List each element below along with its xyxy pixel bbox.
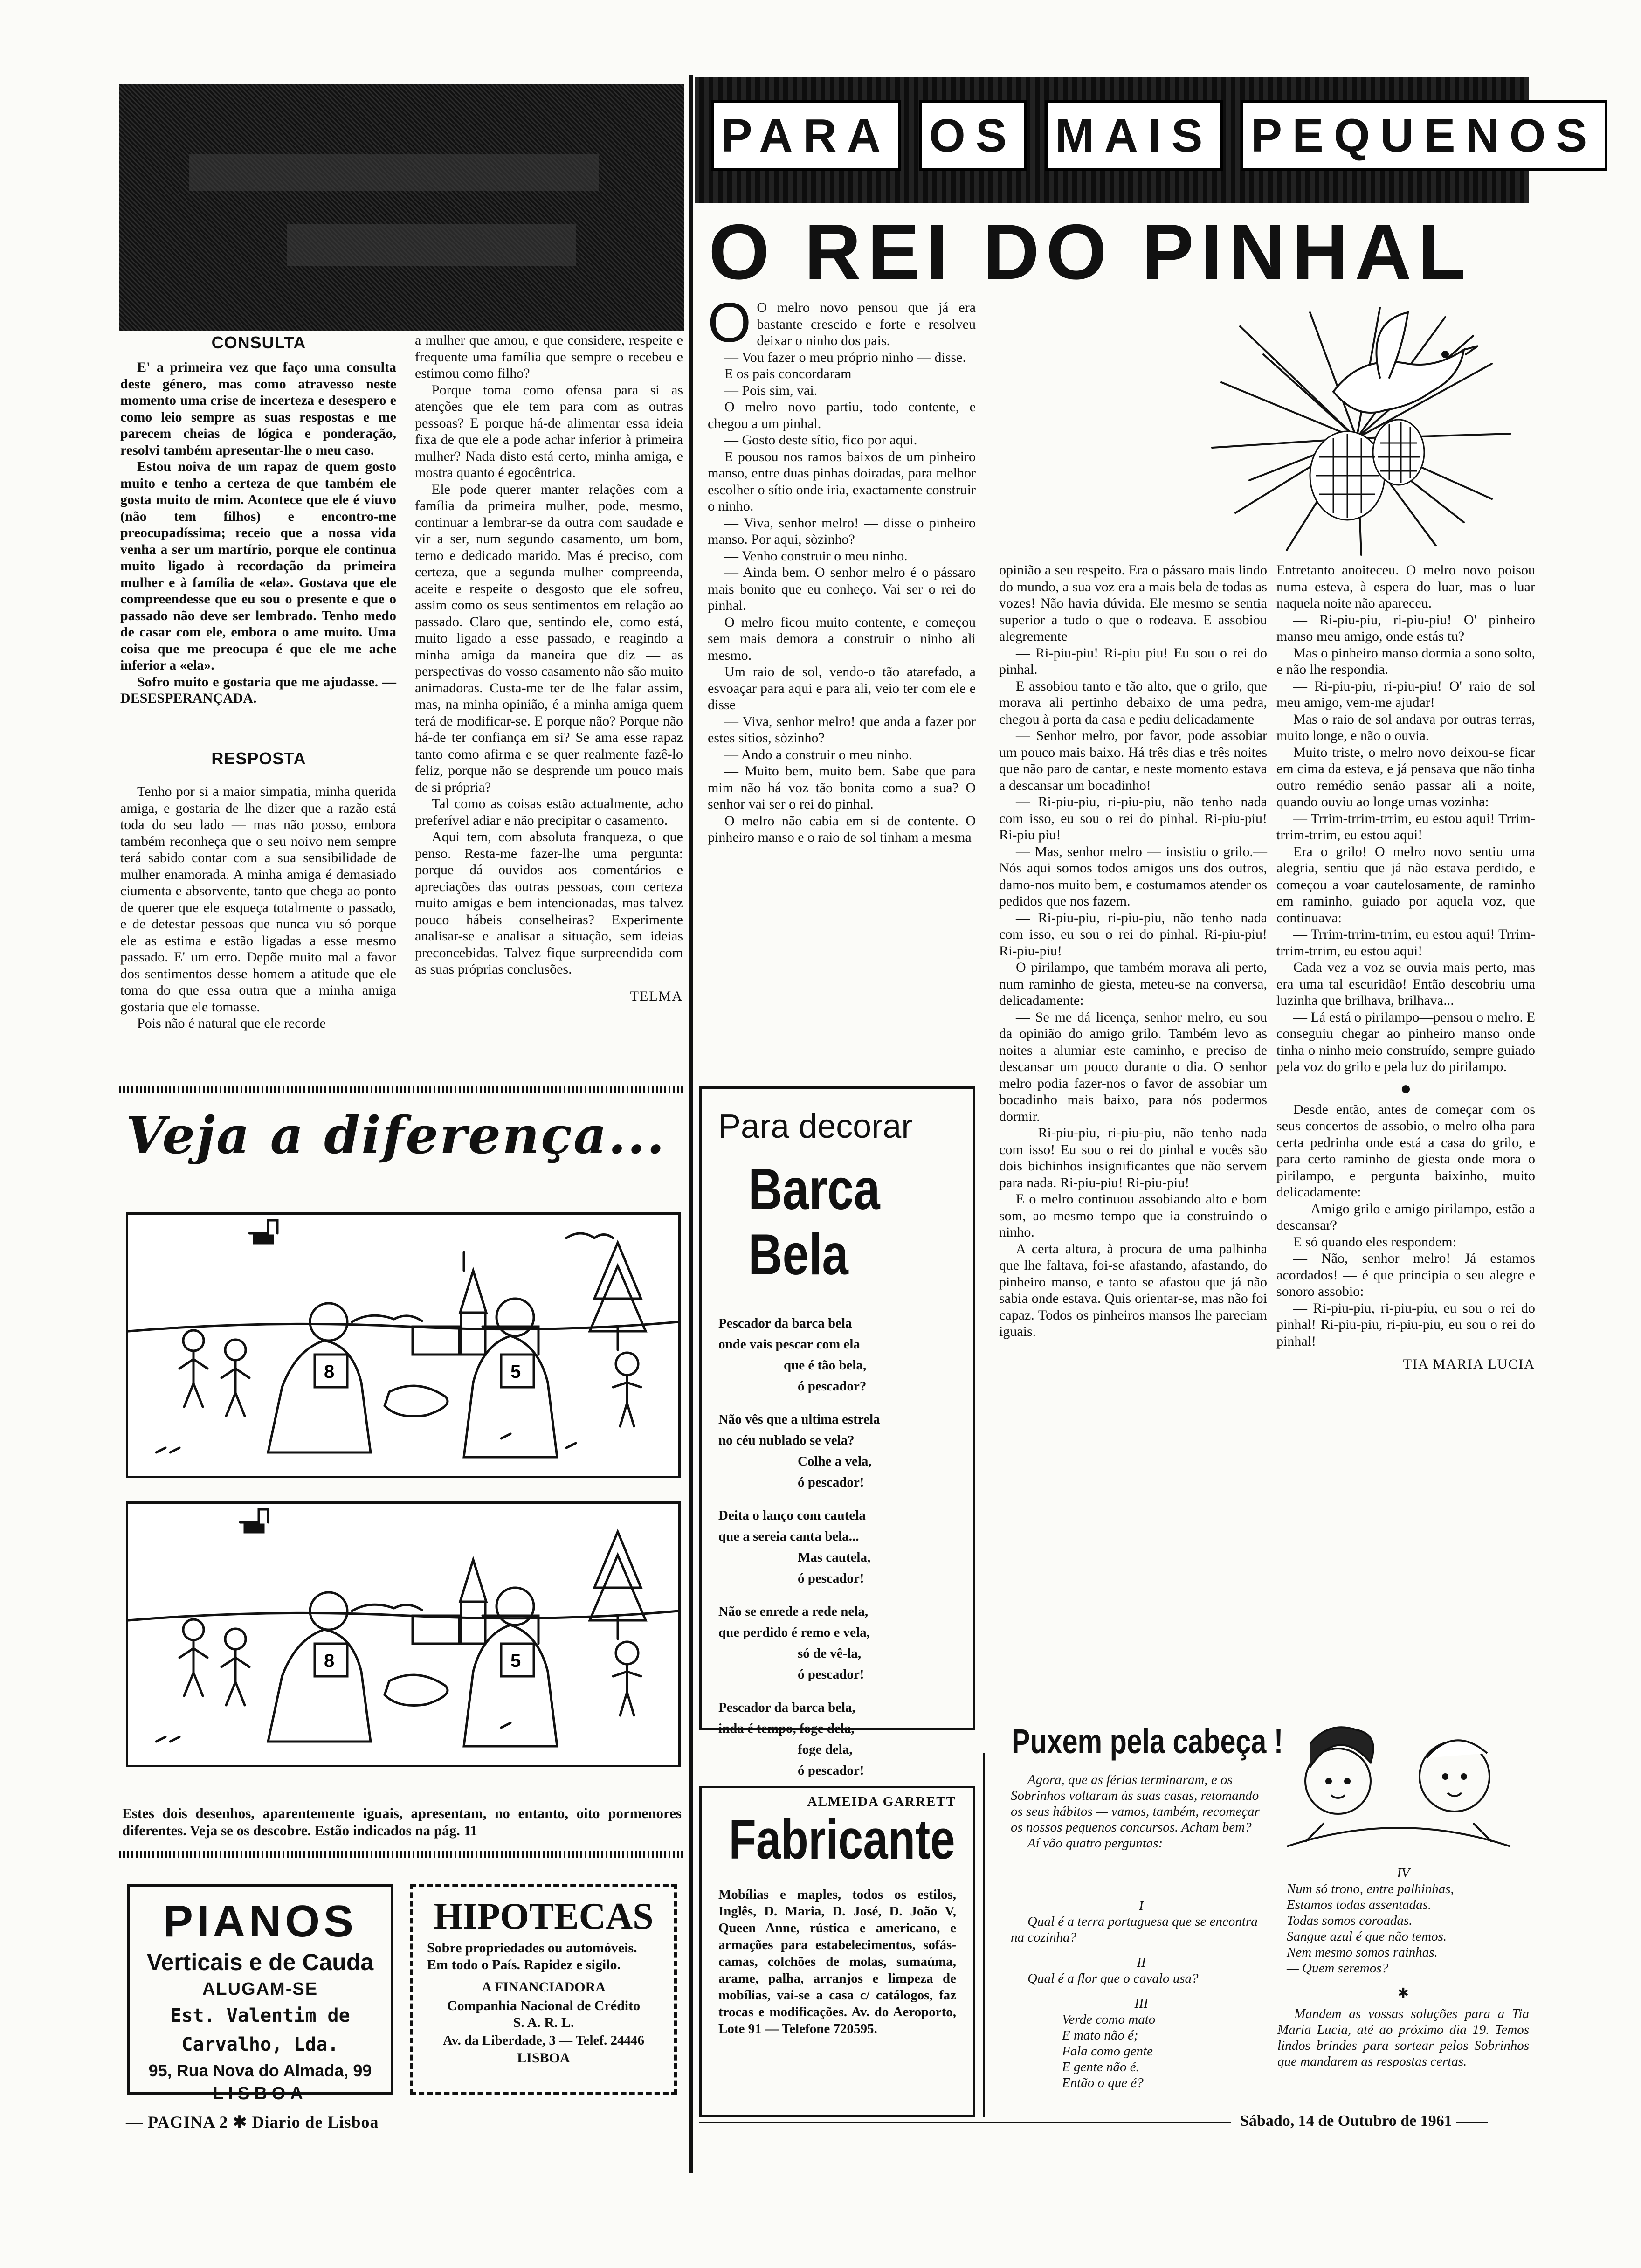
story-title: O REI DO PINHAL [709, 208, 1473, 296]
story-paragraph: Mas o raio de sol andava por outras terras, muito longe, e não o ouvia. [1276, 711, 1535, 743]
column-rule [689, 75, 693, 2173]
pianos-line: ALUGAM-SE [202, 1979, 318, 1999]
question-number: I [1139, 1898, 1144, 1913]
story-column-3 [1276, 562, 1535, 1373]
veja-caption: Estes dois desenhos, aparentemente iguais, apresentam, no entanto, oito pormenores diferentes. Veja se os descobre. Estão indicados na pág. 11 [122, 1805, 682, 1839]
hipotecas-city: LISBOA [517, 2050, 570, 2066]
story-paragraph: — Viva, senhor melro! que anda a fazer por estes sítios, sòzinho? [708, 713, 976, 746]
poem-line: ó pescador! [798, 1571, 864, 1586]
hipotecas-title: HIPOTECAS [434, 1896, 654, 1937]
section-divider [119, 1851, 683, 1858]
question-line: Todas somos coroadas. [1287, 1913, 1413, 1928]
consulta-paragraph: Estou noiva de um rapaz de quem gosto muito e tenho a certeza de que também ele gosta muito de mim. Acontece que ele é viuvo (não tem filhos) e encontro-me preocupadíssima; receio que a nossa vida venha a ser um martírio, porque ele continua muito ligado à recordação da primeira mulher e à família de «ela». Gostava que ele compreendesse que eu sou o presente e que o passado não deve ser lembrado. Tenho medo de casar com ele, embora o ame muito. Uma coisa que me preocupa é que ele me ache inferior a «ela». [120, 459, 396, 673]
poem-line: que a sereia canta bela... [718, 1529, 859, 1544]
poem-title: Barca Bela [748, 1157, 880, 1287]
question-line: E gente não é. [1062, 2060, 1139, 2074]
story-paragraph: Mas o pinheiro manso dormia a sono solto, e não lhe respondia. [1276, 645, 1535, 677]
fabricante-title: Fabricante [729, 1808, 955, 1871]
question-number: III [1134, 1996, 1148, 2011]
poem-stanza [718, 1604, 956, 1683]
question-list-left [1011, 1888, 1272, 2091]
story-signature: TIA MARIA LUCIA [1403, 1356, 1535, 1372]
story-paragraph: — Lá está o pirilampo—pensou o melro. E conseguiu chegar ao pinheiro manso onde tinha o ninho meio construído, sempre guiado pela voz do grilo e pela luz do pirilampo. [1276, 1009, 1535, 1074]
question-list-right [1277, 1865, 1529, 2069]
consulta-signature: TELMA [630, 988, 683, 1004]
poem-line: ó pescador! [798, 1667, 864, 1682]
pianos-line: 95, Rua Nova do Almada, 99 [148, 2061, 372, 2080]
story-paragraph: Um raio de sol, vendo-o tão atarefado, a esvoaçar para aqui e para ali, veio ter com ele e disse [708, 664, 976, 712]
story-paragraph: — Ri-piu-piu! Ri-piu piu! Eu sou o rei do pinhal. [999, 645, 1267, 677]
resposta-title: RESPOSTA [211, 749, 306, 768]
story-paragraph: — Amigo grilo e amigo pirilampo, estão a descansar? [1276, 1201, 1535, 1233]
hipotecas-address: Av. da Liberdade, 3 — Telef. 24446 [442, 2033, 645, 2048]
story-paragraph: — Ri-piu-piu, ri-piu-piu, não tenho nada com isso! Eu sou o rei do pinhal e vocês são dois bichinhos insignificantes que não servem para nada. Ri-piu-piu! Ri-piu-piu! [999, 1125, 1267, 1190]
poem-stanza [718, 1315, 956, 1395]
svg-text:8: 8 [324, 1362, 335, 1382]
poem-stanza [718, 1507, 956, 1587]
question-text: Qual é a flor que o cavalo usa? [1027, 1971, 1199, 1986]
poem-line: foge dela, [798, 1742, 853, 1757]
story-paragraph: — Ainda bem. O senhor melro é o pássaro mais bonito que eu conheço. Vai ser o rei do pinhal. [708, 565, 976, 613]
svg-text:5: 5 [510, 1362, 521, 1382]
hipotecas-company: S. A. R. L. [513, 2015, 574, 2030]
poem-line: que é tão bela, [784, 1358, 867, 1373]
story-paragraph: — Trrim-trrim-trrim, eu estou aqui! Trrim-trrim-trrim, eu estou aqui! [1276, 810, 1535, 843]
story-paragraph: O melro novo partiu, todo contente, e chegou a um pinhal. [708, 399, 976, 431]
story-paragraph: — Ando a construir o meu ninho. [724, 747, 912, 762]
poem-line: só de vê-la, [798, 1646, 862, 1661]
story-paragraph: — Ri-piu-piu, ri-piu-piu, eu sou o rei do pinhal! Ri-piu-piu, ri-piu-piu, eu sou o rei do pinhal! [1276, 1300, 1535, 1349]
story-paragraph: — Pois sim, vai. [724, 382, 818, 398]
resposta-column-1 [120, 783, 396, 1032]
poem-body [702, 1315, 973, 1810]
consulta-paragraph: Sofro muito e gostaria que me ajudasse. — DESESPERANÇADA. [120, 674, 396, 706]
question-line: Fala como gente [1062, 2044, 1153, 2059]
pianos-line: Est. Valentim de Carvalho, Lda. [170, 2005, 350, 2055]
hipotecas-company: Companhia Nacional de Crédito [447, 1998, 641, 2013]
poem-line: que perdido é remo e vela, [718, 1625, 870, 1640]
pianos-ad [127, 1884, 393, 2103]
question-line: Sangue azul é que não temos. [1287, 1929, 1447, 1944]
poem-line: Deita o lanço com cautela [718, 1508, 866, 1523]
resposta-paragraph: Pois não é natural que ele recorde [137, 1016, 326, 1031]
story-paragraph: — Mas, senhor melro — insistiu o grilo.—Nós aqui somos todos amigos uns dos outros, damo-nos muito bem, e costumamos atender os pedidos que nos fazem. [999, 844, 1267, 909]
story-paragraph: Era o grilo! O melro novo sentiu uma alegria, sentiu que já não estava perdido, e começou a voar cautelosamente, de raminho em raminho, guiado por aquela voz, que continuava: [1276, 844, 1535, 926]
column-rule [983, 1753, 985, 2117]
story-paragraph: — Ri-piu-piu, ri-piu-piu! O' raio de sol meu amigo, vem-me ajudar! [1276, 678, 1535, 710]
poem-stanza [718, 1411, 956, 1491]
story-paragraph: E só quando eles respondem: [1293, 1234, 1456, 1250]
story-paragraph: O pirilampo, que também morava ali perto, num raminho de giesta, meteu-se na conversa, delicadamente: [999, 960, 1267, 1008]
drop-cap: O [708, 291, 752, 354]
footer-left: — PAGINA 2 ✱ Diario de Lisboa [126, 2113, 379, 2131]
story-paragraph: A certa altura, à procura de uma palhinha que lhe faltava, foi-se afastando, afastando, do pinheiro manso, e tanto se afastou que já não sabia onde estava. Quis orientar-se, mas não foi capaz. Todos os pinheiros mansos lhe pareciam iguais. [999, 1241, 1267, 1339]
story-paragraph: E o melro continuou assobiando alto e bom som, ao mesmo tempo que ia construindo o ninho. [999, 1191, 1267, 1240]
fabricante-ad [699, 1786, 975, 2117]
consulta-banner [119, 84, 684, 331]
story-paragraph: — Vou fazer o meu próprio ninho — disse. [724, 349, 966, 365]
question-line: E mato não é; [1062, 2028, 1138, 2043]
story-paragraph: opinião a seu respeito. Era o pássaro mais lindo do mundo, a sua voz era a mais bela de todas as vozes! Não havia dúvida. Ele mesmo se sentia superior a tudo o que o rodeava. E assobiou alegremente [999, 562, 1267, 644]
resposta-paragraph: Tal como as coisas estão actualmente, acho preferível adiar e não precipitar o casamento. [415, 796, 683, 828]
poem-box [699, 1086, 975, 1809]
story-paragraph: E pousou nos ramos baixos de um pinheiro manso, entre duas pinhas doiradas, para melhor escolher o sítio onde iria, exactamente construir o ninho. [708, 449, 976, 514]
story-paragraph: — Muito bem, muito bem. Sabe que para mim não há voz tão bonita como a sua? O senhor vai ser o rei do pinhal. [708, 763, 976, 812]
puxem-intro-text: Agora, que as férias terminaram, e os Sobrinhos voltaram às suas casas, retomando os seus hábitos — vamos, também, recomeçar os nossos pequenos concursos. Acham bem? [1011, 1772, 1260, 1835]
footer-right: Sábado, 14 de Outubro de 1961 —— [1240, 2112, 1488, 2130]
banner-word: MAIS [1045, 100, 1223, 171]
bird-pine-illustration [1193, 298, 1520, 560]
poem-line: Pescador da barca bela [718, 1316, 852, 1331]
page-bottom-rule [699, 2122, 1231, 2123]
poem-line: onde vais pescar com ela [718, 1337, 860, 1352]
hipotecas-ad [410, 1884, 677, 2095]
story-paragraph: — Venho construir o meu ninho. [724, 548, 908, 564]
question-text: Qual é a terra portuguesa que se encontra na cozinha? [1011, 1914, 1258, 1945]
svg-text:8: 8 [324, 1651, 335, 1671]
story-paragraph: Cada vez a voz se ouvia mais perto, mas era uma tal escuridão! Então descobriu uma luzinha que brilhava, brilhava... [1276, 960, 1535, 1008]
poem-line: Pescador da barca bela, [718, 1700, 855, 1715]
story-paragraph: E os pais concordaram [724, 366, 852, 381]
story-paragraph: — Ri-piu-piu, ri-piu-piu, não tenho nada com isso, eu sou o rei do pinhal. Ri-piu-piu! Ri-piu piu! [999, 794, 1267, 843]
hipotecas-body: Sobre propriedades ou automóveis. Em todo o País. Rapidez e sigilo. [427, 1940, 637, 1972]
story-paragraph: Muito triste, o melro novo deixou-se ficar em cima da esteva, e já pensava que não tinha outro remédio senão passar ali a noite, quando ouviu ao longe umas vozinha: [1276, 744, 1535, 809]
consulta-paragraph: E' a primeira vez que faço uma consulta deste género, mas como atravesso neste momento uma crise de incerteza e desespero e como leio sempre as suas respostas e me parecem cheias de lógica e ponderação, resolvi também apresentar-lhe o meu caso. [120, 360, 396, 458]
consulta-letter [120, 359, 396, 707]
consulta-title: CONSULTA [211, 333, 306, 352]
puxem-closing: Mandem as vossas soluções para a Tia Maria Lucia, até ao próximo dia 19. Temos lindos brindes para sortear pelos Sobrinhos que mandarem as respostas certas. [1277, 2006, 1529, 2069]
story-paragraph: — Gosto deste sítio, fico por aqui. [724, 432, 917, 448]
poem-line: Mas cautela, [798, 1550, 871, 1565]
question-line: Estamos todas assentadas. [1287, 1897, 1432, 1912]
poem-line: Colhe a vela, [798, 1454, 872, 1469]
poem-line: ó pescador! [798, 1763, 864, 1778]
bullet-divider: ● [1400, 1077, 1412, 1099]
story-paragraph: Entretanto anoiteceu. O melro novo poisou numa esteva, à espera do luar, mas o luar naquela noite não apareceu. [1276, 562, 1535, 611]
story-paragraph: — Se me dá licença, senhor melro, eu sou da opinião do amigo grilo. Também levo as noites a alumiar este caminho, e preciso de descansar um pouco durante o dia. O senhor melro podia fazer-nos o favor de assobiar um bocadinho mais baixo, para nós podermos dormir. [999, 1009, 1267, 1124]
section-divider [119, 1086, 683, 1093]
question-number: II [1137, 1955, 1146, 1970]
resposta-paragraph: Tenho por si a maior simpatia, minha querida amiga, e gostaria de lhe dizer que a razão está toda do seu lado — mas não posso, embora também reconheça que o seu noivo nem sempre terá sabido contar com a sua sensibilidade de mulher enamorada. A minha amiga é demasiado ciumenta e absorvente, tanto que chega ao ponto de querer que ele esqueça totalmente o passado, e de detestar pessoas que nunca viu só porque ele as estima e estão ligadas a esse mesmo passado. E' um erro. Depõe muito mal a favor dos sentimentos desse homem a atitude que ele toma do que essa outra que a minha amiga gostaria que ele tomasse. [120, 784, 396, 1015]
story-column-1 [708, 291, 976, 846]
story-column-2 [999, 562, 1267, 1340]
veja-title: Veja a diferença... [126, 1105, 666, 1165]
poem-line: ó pescador! [798, 1475, 864, 1490]
poem-header: Para decorar [718, 1108, 913, 1145]
star-divider: ✱ [1397, 1986, 1409, 2001]
story-paragraph: O melro ficou muito contente, e começou sem mais demora a construir o ninho ali mesmo. [708, 614, 976, 663]
poem-line: inda é tempo, foge dela, [718, 1721, 855, 1736]
spot-difference-drawing-2 [126, 1501, 681, 1767]
story-paragraph: E assobiou tanto e tão alto, que o grilo, que morava ali pertinho debaixo de uma pedra, chegou à porta da casa e pediu delicadamente [999, 678, 1267, 727]
resposta-column-2 [415, 332, 683, 1004]
kids-banner [695, 77, 1598, 203]
pianos-title: PIANOS [163, 1896, 358, 1946]
puxem-title: Puxem pela cabeça ! [1012, 1722, 1283, 1761]
banner-word: PARA [711, 100, 901, 171]
puxem-intro [1011, 1772, 1272, 1851]
story-paragraph: — Não, senhor melro! Já estamos acordados! — é que principia o seu alegre e sonoro assobio: [1276, 1251, 1535, 1299]
story-paragraph: — Ri-piu-piu, ri-piu-piu! O' pinheiro manso meu amigo, onde estás tu? [1276, 612, 1535, 644]
fabricante-body: Mobílias e maples, todos os estilos, Inglês, D. Maria, D. José, D. João V, Queen Anne, rústica e americano, e armações para estabelecimentos, sofás-camas, colchões de molas, sumaúma, arame, palha, arranjos e limpeza de mobílias, vai-se a casa c/ catálogos, faz trocas e modificações. Av. do Aeroporto, Lote 91 — Telefone 720595. [718, 1887, 956, 2036]
puxem-intro-text: Aí vão quatro perguntas: [1027, 1836, 1163, 1851]
spot-difference-drawing-1 [126, 1212, 681, 1478]
poem-line: Não vês que a ultima estrela [718, 1412, 880, 1427]
poem-line: Não se enrede a rede nela, [718, 1604, 869, 1619]
svg-text:5: 5 [510, 1651, 521, 1671]
story-paragraph: — Senhor melro, por favor, pode assobiar um pouco mais baixo. Há três dias e três noites que não paro de cantar, e neste momento estava a descansar um bocadinho! [999, 728, 1267, 793]
resposta-paragraph: Aqui tem, com absoluta franqueza, o que penso. Resta-me fazer-lhe uma pergunta: porque dá ouvidos aos comentários e apreciações das outras pessoas, com certeza muito amigas e bem intencionadas, mas talvez pouco hábeis conselheiras? Experimente analisar-se e analisar a situação, sem ideias preconcebidas. Talvez fique surpreendida com as suas próprias conclusões. [415, 829, 683, 977]
question-line: — Quem seremos? [1287, 1961, 1389, 1976]
question-number: IV [1397, 1866, 1410, 1881]
poem-line: no céu nublado se vela? [718, 1433, 855, 1448]
question-line: Verde como mato [1062, 2012, 1156, 2027]
resposta-paragraph: a mulher que amou, e que considere, respeite e frequente uma família que sempre o recebeu e estimou como filho? [415, 332, 683, 381]
children-illustration [1277, 1716, 1520, 1856]
question-line: Num só trono, entre palhinhas, [1287, 1881, 1454, 1896]
story-paragraph: — Viva, senhor melro! — disse o pinheiro manso. Por aqui, sòzinho? [708, 515, 976, 547]
poem-author: ALMEIDA GARRETT [807, 1794, 956, 1809]
question-line: Então o que é? [1062, 2075, 1144, 2090]
story-paragraph: O melro não cabia em si de contente. O pinheiro manso e o raio de sol tinham a mesma [708, 813, 976, 845]
poem-line: ó pescador? [798, 1379, 867, 1394]
pianos-line: LISBOA [213, 2084, 308, 2103]
story-paragraph: — Ri-piu-piu, ri-piu-piu, não tenho nada com isso, eu sou o rei do pinhal. Ri-piu-piu! Ri-piu-piu! [999, 910, 1267, 959]
story-paragraph: — Trrim-trrim-trrim, eu estou aqui! Trrim-trrim-trrim, eu estou aqui! [1276, 927, 1535, 959]
story-paragraph [708, 291, 976, 354]
resposta-paragraph: Ele pode querer manter relações com a família da primeira mulher, pode, mesmo, continuar a lembrar-se da outra com saudade e vir a ser, num segundo casamento, um bom, terno e dedicado marido. Mas é preciso, com certeza, que a segunda mulher compreenda, aceite e respeite o desgosto que ele sofreu, assim como os seus sentimentos em relação ao passado. Claro que, sentindo ele, como está, muito ligado a esse passado, e reagindo a minha amiga da maneira que diz — as perspectivas do vosso casamento não são muito animadoras. Custa-me ter de lhe falar assim, mas, na minha opinião, é a minha amiga quem terá de modificar-se. E porque não? Porque não há-de ter confiança em si? Se ama esse rapaz tanto como afirma e se quer realmente fazê-lo feliz, porque não se desprende um pouco mais de si própria? [415, 481, 683, 795]
question-line: Nem mesmo somos rainhas. [1287, 1945, 1438, 1960]
pianos-line: Verticais e de Cauda [146, 1949, 374, 1975]
story-paragraph-text: O melro novo pensou que já era bastante crescido e forte e resolveu deixar o ninho dos pais. [757, 300, 976, 348]
story-paragraph: Desde então, antes de começar com os seus concertos de assobio, o melro olha para certa pedrinha onde está a casa do grilo, e para certo raminho de giesta onde mora o pirilampo, e pergunta baixinho, muito delicadamente: [1276, 1101, 1535, 1200]
hipotecas-company: A FINANCIADORA [482, 1979, 606, 1995]
banner-word: PEQUENOS [1241, 100, 1607, 171]
resposta-paragraph: Porque toma como ofensa para si as atenções que ele tem para com as outras pessoas? E porque há-de alimentar essa ideia fixa de que ele a pode achar inferior à primeira mulher? Nada disto está certo, minha amiga, e mostra quanto é egocêntrica. [415, 382, 683, 480]
banner-word: OS [919, 100, 1027, 171]
poem-stanza [718, 1700, 956, 1779]
